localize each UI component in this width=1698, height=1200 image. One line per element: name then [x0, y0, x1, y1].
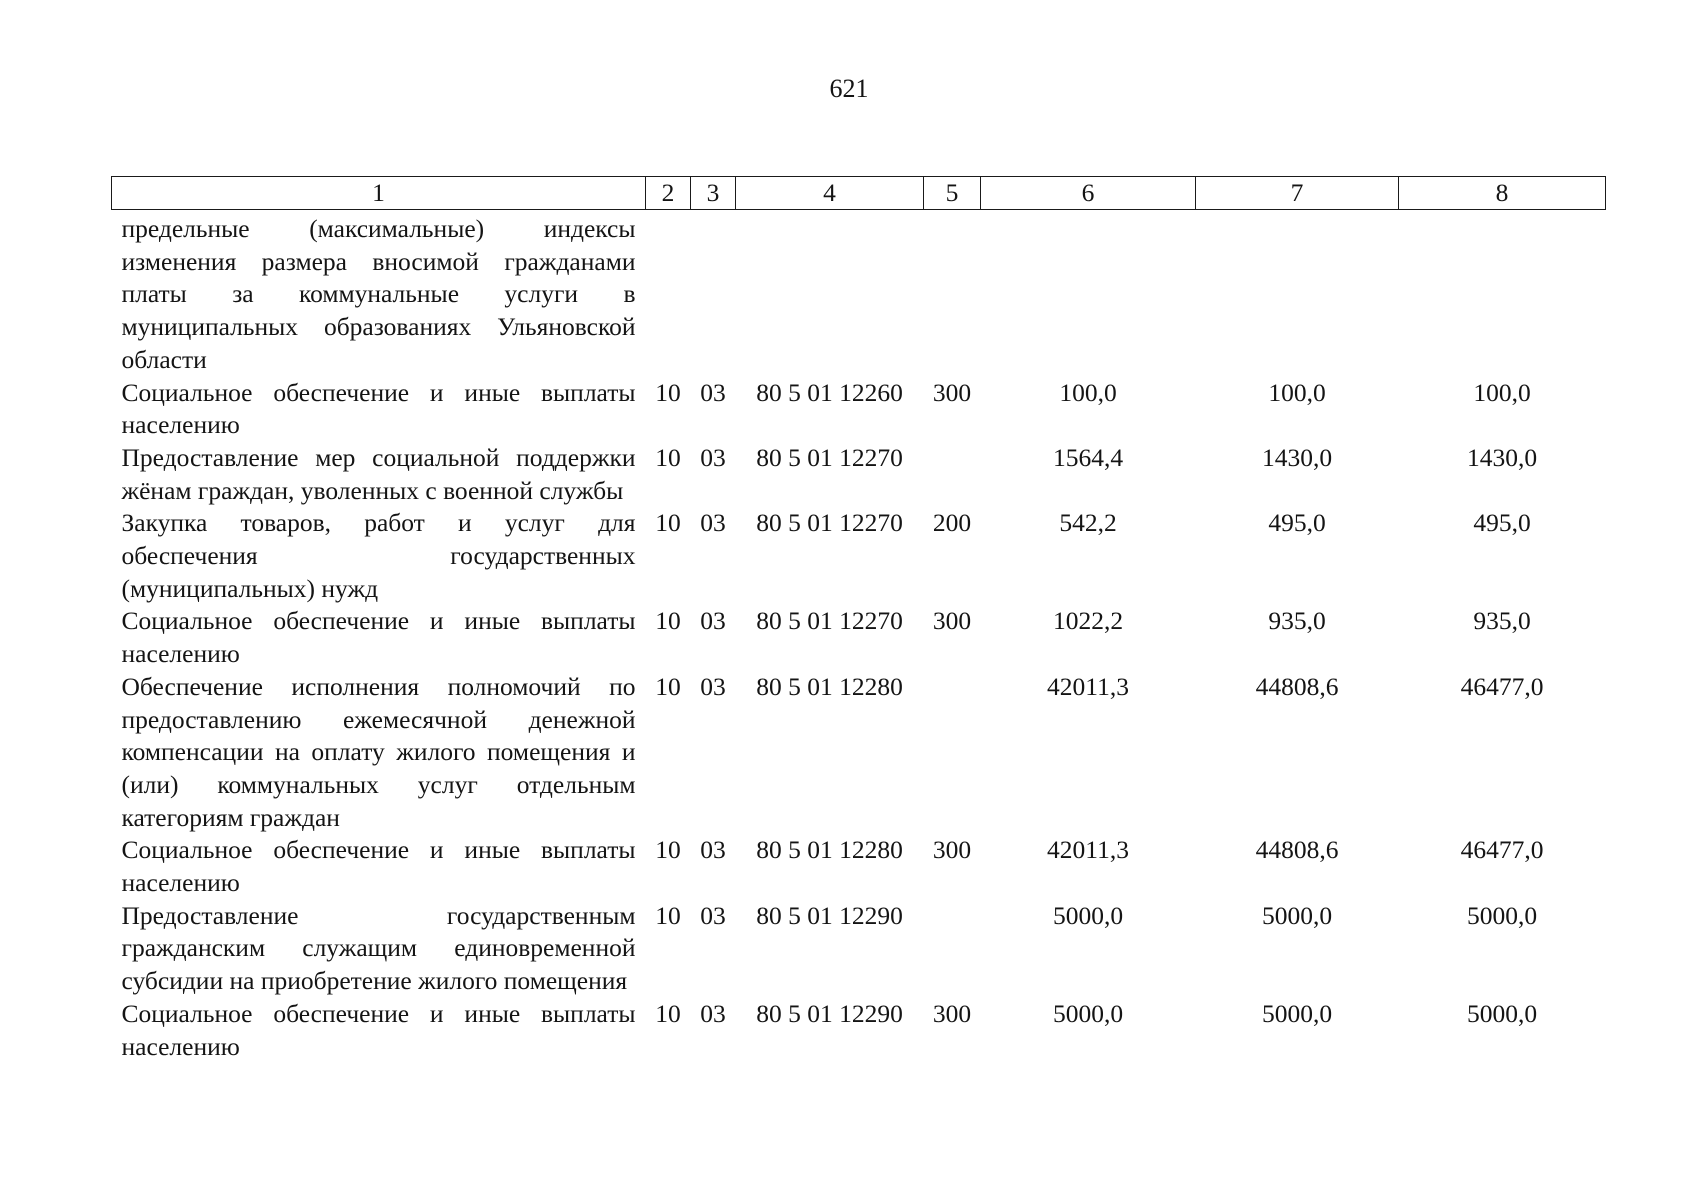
row-section: 10 [655, 377, 681, 407]
row-value-col-8: 935,0 [1473, 606, 1531, 636]
row-type: 200 [932, 508, 972, 538]
row-name: Предоставление мер социальной поддержки жёнам граждан, уволенных с военной службы [121, 442, 636, 505]
row-subsection [691, 210, 736, 377]
row-name: Обеспечение исполнения полномочий по предоставлению ежемесячной денежной компенсации на оплату жилого помещения и (или) коммунальных услуг отдельным категориям граждан [121, 671, 636, 832]
row-section: 10 [655, 442, 681, 472]
header-col-1: 1 [112, 177, 646, 210]
row-name: Социальное обеспечение и иные выплаты населению [121, 835, 636, 898]
row-subsection: 03 [700, 835, 726, 865]
row-target: 80 5 01 12270 [756, 606, 903, 636]
row-subsection: 03 [700, 606, 726, 636]
row-value-col-6: 5000,0 [1052, 998, 1124, 1028]
table-row [112, 507, 1606, 605]
row-value-col-8: 46477,0 [1460, 671, 1544, 701]
row-value-col-6: 5000,0 [1052, 900, 1124, 930]
row-name: Социальное обеспечение и иные выплаты населению [121, 606, 636, 669]
row-target: 80 5 01 12290 [756, 998, 903, 1028]
row-section: 10 [655, 900, 681, 930]
row-section: 10 [655, 671, 681, 701]
row-type: 300 [932, 835, 972, 865]
table-row [112, 900, 1606, 998]
row-value-col-8 [1399, 210, 1606, 377]
row-type: 300 [932, 377, 972, 407]
row-value-col-8: 495,0 [1473, 508, 1531, 538]
row-section: 10 [655, 606, 681, 636]
row-value-col-6: 542,2 [1059, 508, 1117, 538]
row-section: 10 [655, 508, 681, 538]
table-row [112, 998, 1606, 1063]
row-section: 10 [655, 835, 681, 865]
row-value-col-7: 1430,0 [1261, 442, 1333, 472]
row-type [924, 442, 981, 507]
header-col-6: 6 [981, 177, 1196, 210]
header-col-4: 4 [736, 177, 924, 210]
row-section: 10 [655, 998, 681, 1028]
row-target: 80 5 01 12260 [756, 377, 903, 407]
row-type [924, 900, 981, 998]
budget-table [111, 176, 1606, 1063]
row-type: 300 [932, 998, 972, 1028]
table-row [112, 605, 1606, 670]
row-value-col-7: 495,0 [1268, 508, 1326, 538]
row-name: Предоставление государственным гражданским служащим единовременной субсидии на приобретение жилого помещения [121, 900, 636, 996]
row-target: 80 5 01 12290 [756, 900, 903, 930]
row-name: Социальное обеспечение и иные выплаты населению [121, 377, 636, 440]
row-value-col-7: 935,0 [1268, 606, 1326, 636]
row-target: 80 5 01 12280 [756, 835, 903, 865]
row-value-col-6: 1022,2 [1052, 606, 1124, 636]
row-target: 80 5 01 12270 [756, 508, 903, 538]
row-subsection: 03 [700, 900, 726, 930]
row-target [736, 210, 924, 377]
header-col-5: 5 [924, 177, 981, 210]
header-row [112, 177, 1606, 210]
row-value-col-6: 42011,3 [1047, 835, 1129, 865]
row-name: Закупка товаров, работ и услуг для обеспечения государственных (муниципальных) нужд [121, 508, 636, 603]
row-subsection: 03 [700, 377, 726, 407]
row-value-col-6: 42011,3 [1047, 671, 1129, 701]
row-value-col-7: 5000,0 [1261, 900, 1333, 930]
row-value-col-6 [981, 210, 1196, 377]
row-name: предельные (максимальные) индексы изменения размера вносимой гражданами платы за коммунальные услуги в муниципальных образованиях Ульяновской области [121, 214, 636, 374]
row-subsection: 03 [700, 998, 726, 1028]
header-col-7: 7 [1196, 177, 1399, 210]
row-target: 80 5 01 12270 [756, 442, 903, 472]
row-type [924, 210, 981, 377]
row-subsection: 03 [700, 442, 726, 472]
header-col-3: 3 [691, 177, 736, 210]
row-value-col-7 [1196, 210, 1399, 377]
table-row [112, 671, 1606, 835]
row-section [646, 210, 691, 377]
row-target: 80 5 01 12280 [756, 671, 903, 701]
table-header [112, 177, 1606, 210]
row-value-col-7: 100,0 [1268, 377, 1326, 407]
page-number: 621 [829, 74, 869, 103]
row-value-col-7: 5000,0 [1261, 998, 1333, 1028]
row-name: Социальное обеспечение и иные выплаты населению [121, 998, 636, 1061]
table-row [112, 377, 1606, 442]
row-value-col-6: 100,0 [1059, 377, 1117, 407]
table-row [112, 210, 1606, 377]
row-value-col-7: 44808,6 [1255, 835, 1339, 865]
row-type [924, 671, 981, 835]
row-value-col-6: 1564,4 [1052, 442, 1124, 472]
header-col-2: 2 [646, 177, 691, 210]
row-value-col-8: 46477,0 [1460, 835, 1544, 865]
table-body [112, 210, 1606, 1064]
row-value-col-8: 1430,0 [1466, 442, 1538, 472]
row-value-col-8: 100,0 [1473, 377, 1531, 407]
row-value-col-7: 44808,6 [1255, 671, 1339, 701]
row-type: 300 [932, 606, 972, 636]
row-value-col-8: 5000,0 [1466, 998, 1538, 1028]
row-subsection: 03 [700, 671, 726, 701]
table-row [112, 834, 1606, 899]
header-col-8: 8 [1399, 177, 1606, 210]
table-row [112, 442, 1606, 507]
row-subsection: 03 [700, 508, 726, 538]
row-value-col-8: 5000,0 [1466, 900, 1538, 930]
